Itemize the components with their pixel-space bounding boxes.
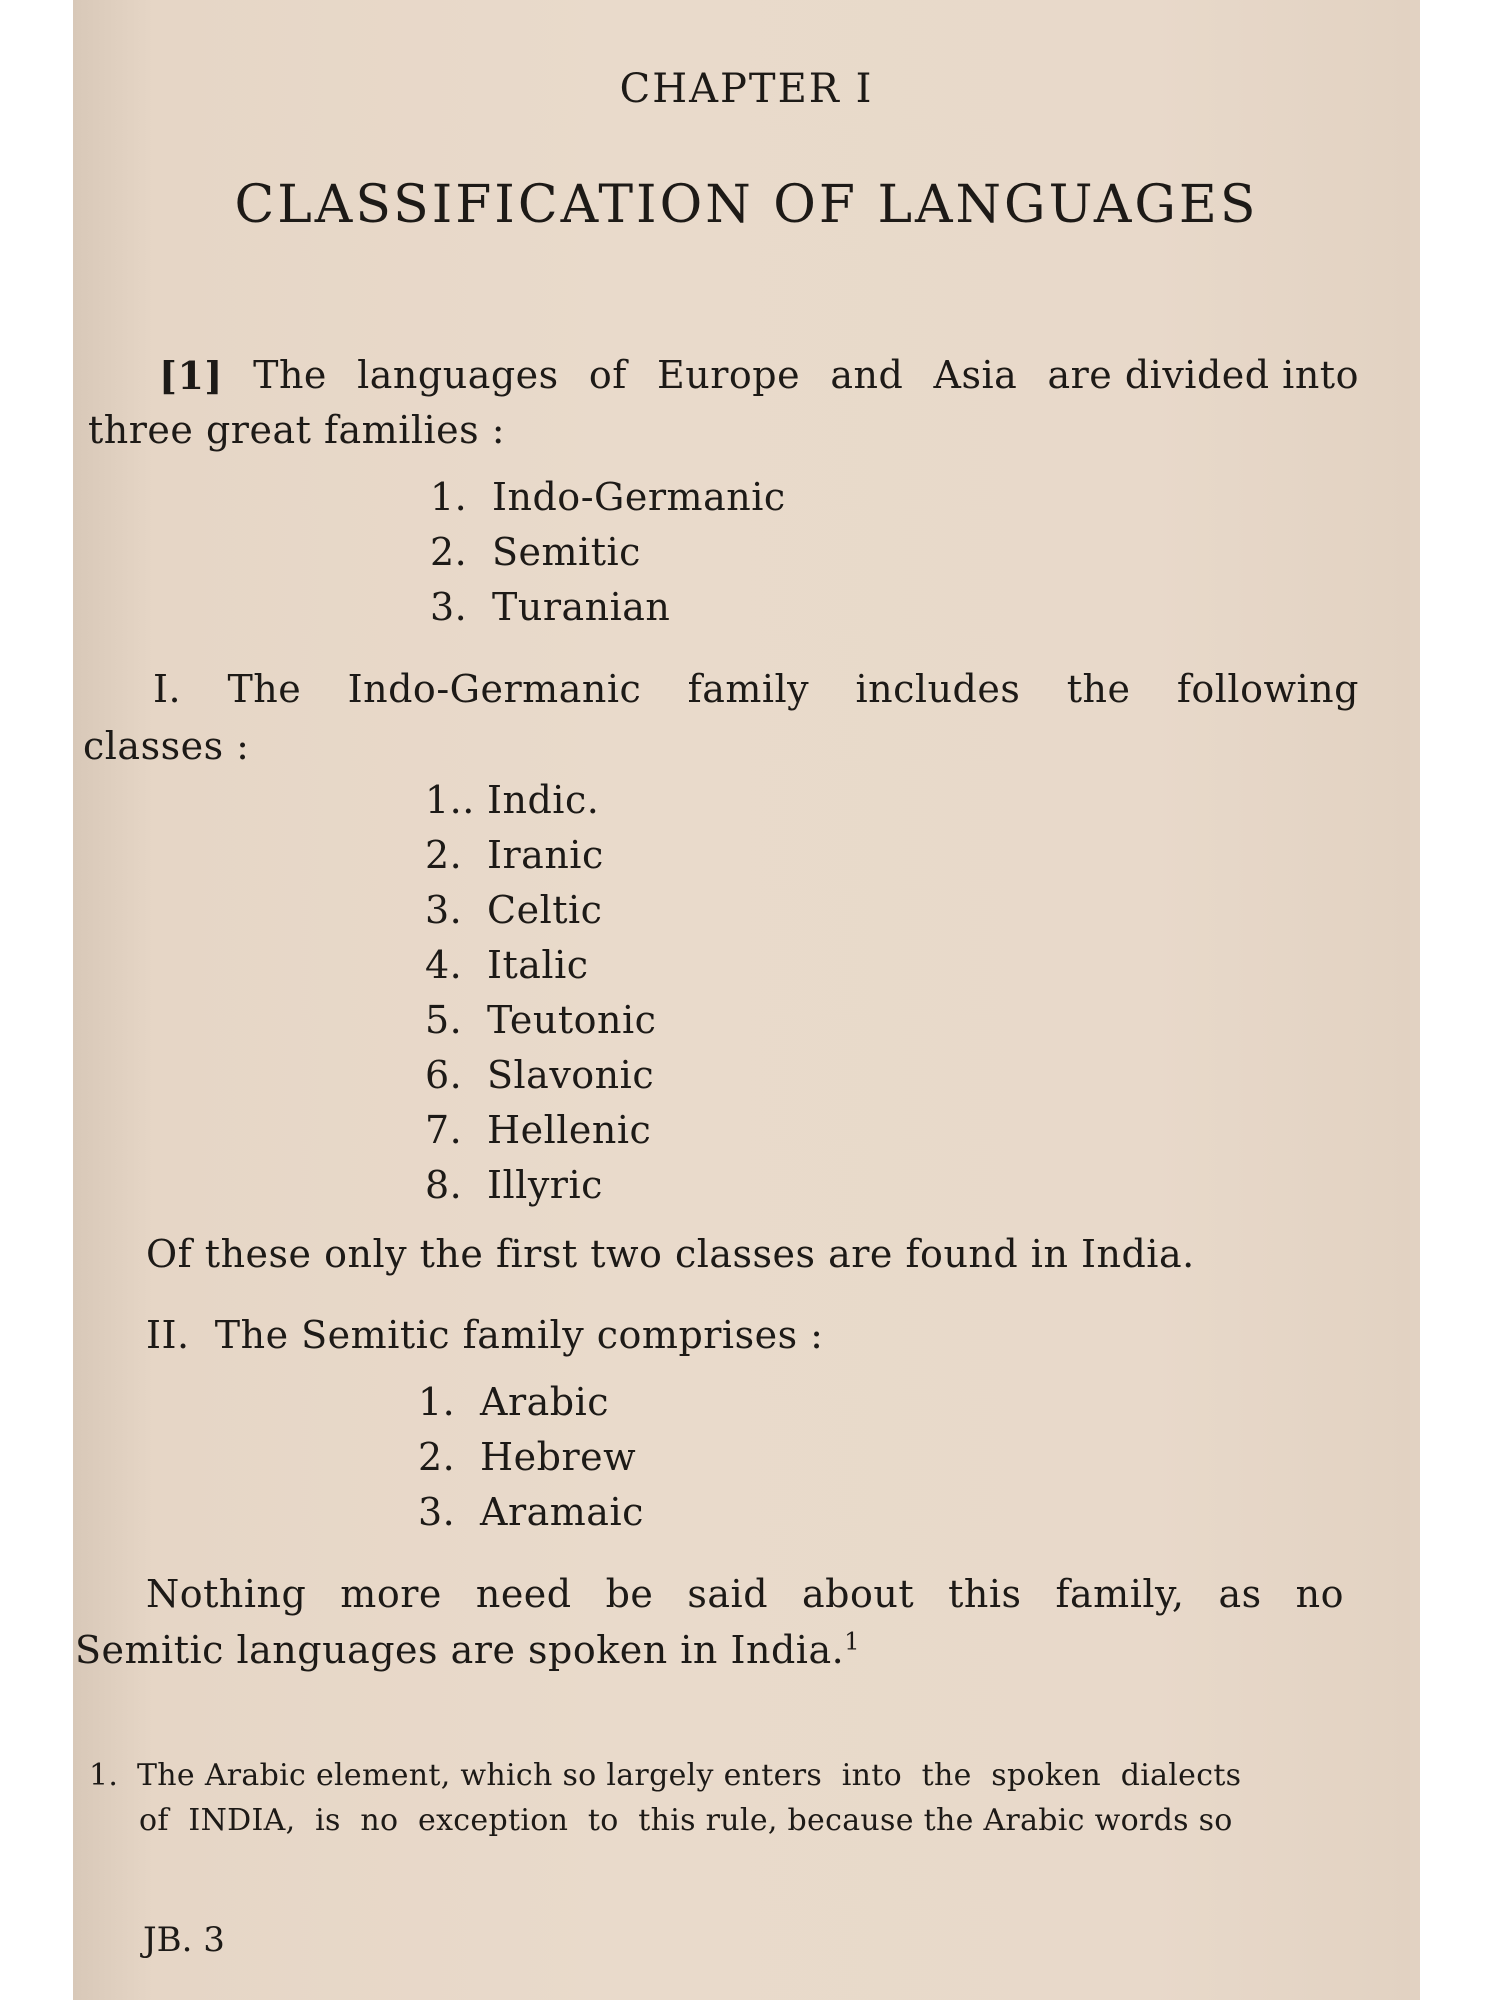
list-item [418,1490,644,1534]
list-item [425,943,589,987]
list-label: Italic [487,943,589,987]
chapter-heading: CHAPTER I [619,66,874,112]
footnote-marker: 1. [89,1758,119,1793]
footnote-reference: 1 [844,1627,860,1656]
list-label: Hellenic [487,1108,652,1152]
word: no [1295,1572,1344,1616]
list-number: 1. [430,475,468,519]
list-label: Hebrew [480,1435,637,1479]
list-number: 3. [425,888,463,932]
footnote-line-1 [89,1758,1241,1793]
list-label: Teutonic [487,998,657,1042]
list-number: 6. [425,1053,463,1097]
section-marker: [1] [159,353,223,398]
list-label: Semitic [492,530,641,574]
list-item [425,1163,603,1207]
paragraph-4: II. The Semitic family comprises : [146,1313,824,1357]
list-number: 3. [418,1490,456,1534]
list-item [430,530,641,574]
paragraph-5-line-1 [146,1572,1344,1616]
word: Indo-Germanic [347,667,642,711]
list-label: Indo-Germanic [492,475,786,519]
list-number: 1. [418,1380,456,1424]
paragraph-5-text: Semitic languages are spoken in India. [75,1628,845,1672]
list-item [425,833,604,877]
list-label: Illyric [487,1163,603,1207]
word: The [253,353,327,397]
word: are divided into [1047,353,1359,397]
word: as [1218,1572,1262,1616]
word: this [948,1572,1022,1616]
list-item [425,998,656,1042]
list-label: Iranic [487,833,604,877]
list-item [430,585,670,629]
word: Asia [933,353,1018,397]
word: I. [153,667,182,711]
word: more [340,1572,442,1616]
list-number: 3. [430,585,468,629]
page-signature: JB. 3 [143,1920,225,1960]
word: of [588,353,627,397]
list-label: Aramaic [480,1490,644,1534]
list-label: Arabic [480,1380,610,1424]
paragraph-2-line-1 [153,667,1359,711]
word: be [605,1572,654,1616]
list-item [418,1435,636,1479]
word: and [830,353,904,397]
chapter-title: CLASSIFICATION OF LANGUAGES [234,175,1259,235]
list-item [430,475,786,519]
list-number: 2. [425,833,463,877]
word: includes [855,667,1021,711]
list-item [425,778,599,822]
word: following [1176,667,1359,711]
word: need [475,1572,572,1616]
word: Europe [657,353,801,397]
list-number: 8. [425,1163,463,1207]
paragraph-5-line-2 [75,1628,860,1672]
list-label: Celtic [487,888,603,932]
paragraph-3: Of these only the first two classes are found in India. [146,1232,1195,1276]
list-label: Indic. [487,778,600,822]
footnote-line-2: of INDIA, is no exception to this rule, because the Arabic words so [139,1803,1233,1838]
list-item [425,888,602,932]
paragraph-1-line-2: three great families : [88,408,506,452]
list-number: 5. [425,998,463,1042]
footnote-text: The Arabic element, which so largely enters into the spoken dialects [137,1758,1242,1793]
paragraph-2-line-2: classes : [83,724,250,768]
list-item [425,1053,654,1097]
word: about [802,1572,915,1616]
book-page [73,0,1420,2000]
list-number: 4. [425,943,463,987]
word: family [687,667,810,711]
list-item [418,1380,609,1424]
word: the [1066,667,1131,711]
list-number: 7. [425,1108,463,1152]
word: languages [357,353,559,397]
list-number: 2. [430,530,468,574]
word: said [687,1572,769,1616]
list-number: 1.. [425,778,475,822]
word: family, [1055,1572,1185,1616]
list-label: Slavonic [487,1053,655,1097]
word: The [227,667,302,711]
paragraph-1-line-1 [159,353,1359,398]
list-item [425,1108,651,1152]
list-label: Turanian [492,585,671,629]
list-number: 2. [418,1435,456,1479]
word: Nothing [146,1572,307,1616]
